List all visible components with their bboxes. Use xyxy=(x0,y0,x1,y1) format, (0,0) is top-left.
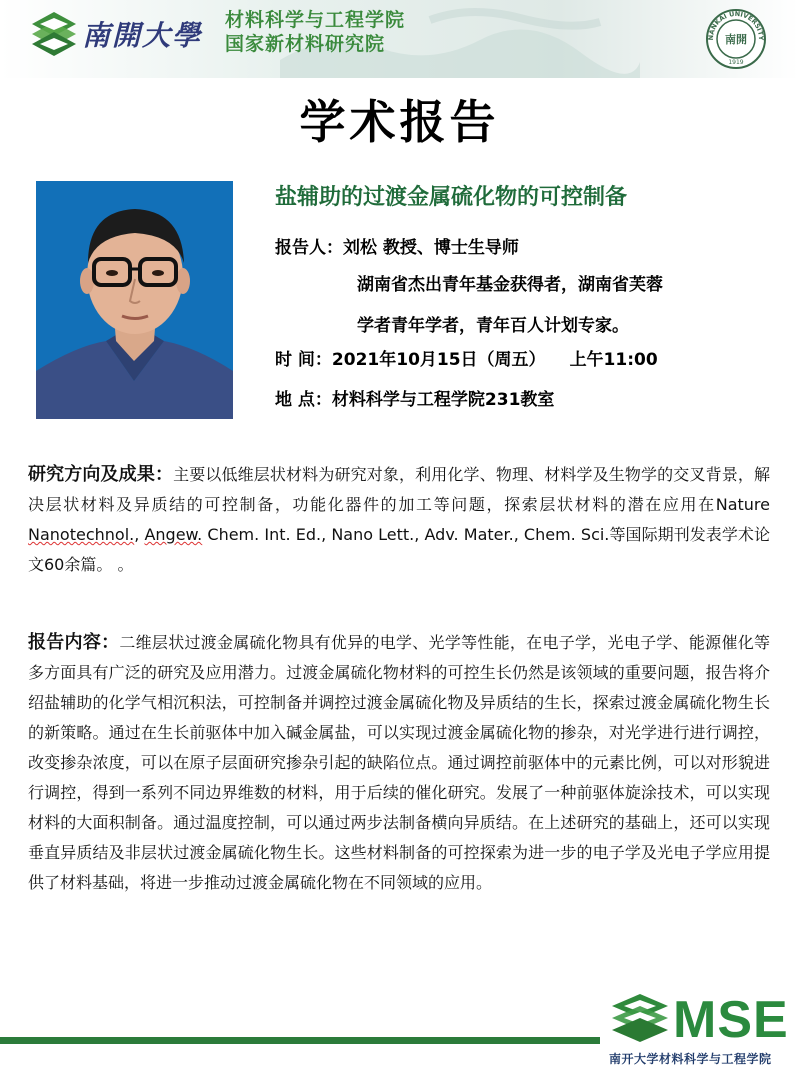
time-label: 时 间： xyxy=(275,350,332,370)
svg-text:南開: 南開 xyxy=(725,33,747,46)
honor-line-2: 学者青年学者，青年百人计划专家。 xyxy=(357,316,629,336)
svg-text:1919: 1919 xyxy=(728,59,744,66)
talk-title: 盐辅助的过渡金属硫化物的可控制备 xyxy=(275,185,628,210)
page-title: 学术报告 xyxy=(299,95,500,149)
college-name-block xyxy=(225,8,405,56)
university-name: 南開大學 xyxy=(82,19,203,52)
research-text-a: 主要以低维层状材料为研究对象，利用化学、物理、材料学及生物学的交叉背景，解决层状材料及异质结的可控制备，功能化器件的加工等问题，探索层状材料的潜在应用在Nature xyxy=(28,465,770,514)
college-line-2: 国家新材料研究院 xyxy=(225,33,386,55)
research-lead: 研究方向及成果： xyxy=(28,464,174,485)
time-clock: 上午11:00 xyxy=(569,350,658,370)
time-date: 2021年10月15日（周五） xyxy=(331,350,546,370)
time-row xyxy=(275,345,658,370)
research-paragraph xyxy=(28,460,770,580)
honor-line-1: 湖南省杰出青年基金获得者，湖南省芙蓉 xyxy=(357,275,663,295)
mse-brand: MSE xyxy=(673,991,789,1049)
mse-logo-icon xyxy=(610,992,670,1044)
university-seal-icon xyxy=(705,8,767,70)
content-text: 二维层状过渡金属硫化物具有优异的电学、光学等性能，在电子学，光电子学、能源催化等多方面具有广泛的研究及应用潜力。过渡金属硫化物材料的可控生长仍然是该领域的重要问题，报告将介绍盐辅助的化学气相沉积法，可控制备并调控过渡金属硫化物及异质结的生长，探索过渡金属硫化物生长的新策略。通过在生长前驱体中加入碱金属盐，可以实现过渡金属硫化物的掺杂，对光学进行进行调控，改变掺杂浓度，可以在原子层面研究掺杂引起的缺陷位点。通过调控前驱体中的元素比例，可以对形貌进行调控，得到一系列不同边界维数的材料，用于后续的催化研究。发展了一种前驱体旋涂技术，可以实现材料的大面积制备。通过温度控制，可以通过两步法制备横向异质结。在上述研究的基础上，还可以实现垂直异质结及非层状过渡金属硫化物生长。这些材料制备的可控探索为进一步的电子学及光电子学应用提供了材料基础，将进一步推动过渡金属硫化物在不同领域的应用。 xyxy=(28,633,770,892)
place-row xyxy=(275,385,554,410)
research-text-b: , xyxy=(134,525,145,544)
research-text-c: Chem. Int. Ed., Nano Lett., Adv. Mater., Chem. Sci.等国际期刊发表学术论文60余篇。 。 xyxy=(28,525,770,574)
speaker-label: 报告人： xyxy=(275,238,343,258)
nankai-logo-icon xyxy=(30,10,78,58)
content-paragraph xyxy=(28,628,770,898)
header-banner xyxy=(0,0,799,78)
place-value: 材料科学与工程学院231教室 xyxy=(331,390,555,410)
place-label: 地 点： xyxy=(275,390,332,410)
research-journal-nanotech: Nanotechnol. xyxy=(28,525,135,544)
footer-divider xyxy=(0,1037,600,1044)
speaker-photo xyxy=(36,181,233,419)
footer-subtitle: 南开大学材料科学与工程学院 xyxy=(609,1052,772,1066)
speaker-portrait-icon xyxy=(36,181,233,419)
content-lead: 报告内容： xyxy=(28,632,120,653)
svg-text:NANKAI UNIVERSITY: NANKAI UNIVERSITY xyxy=(706,9,766,41)
speaker-name: 刘松 教授、博士生导师 xyxy=(343,238,519,258)
research-journal-angew: Angew. xyxy=(144,525,203,544)
speaker-row xyxy=(275,233,519,258)
college-line-1: 材料科学与工程学院 xyxy=(225,9,406,31)
